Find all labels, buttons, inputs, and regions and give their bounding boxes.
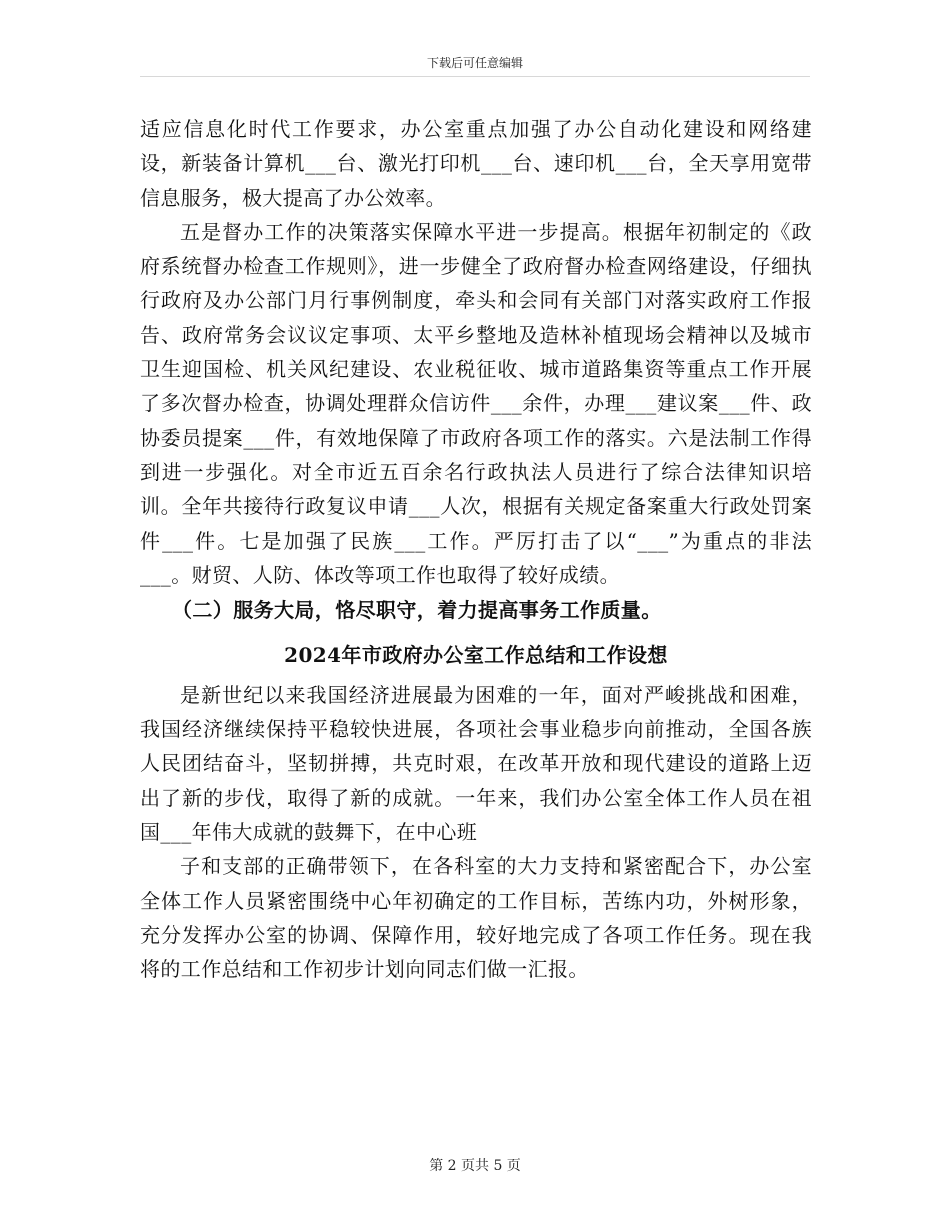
paragraph-summary: 子和支部的正确带领下，在各科室的大力支持和紧密配合下，办公室全体工作人员紧密围绕中心年初确定的工作目标，苦练内功，外树形象，充分发挥办公室的协调、保障作用，较好地完成了各项工作任务。现在我将的工作总结和工作初步计划向同志们做一汇报。: [140, 854, 812, 982]
page-number-footer: 第 2 页共 5 页: [429, 1158, 521, 1174]
paragraph-supervision: 五是督办工作的决策落实保障水平进一步提高。根据年初制定的《政府系统督办检查工作规则》，进一步健全了政府督办检查网络建设，仔细执行政府及办公部门月行事例制度，牵头和会同有关部门对落实政府工作报告、政府常务会议议定事项、太平乡整地及造林补植现场会精神以及城市卫生迎国检、机关风纪建设、农业税征收、城市道路集资等重点工作开展了多次督办检查，协调处理群众信访件___余件，办理___建议案___件、政协委员提案___件，有效地保障了市政府各项工作的落实。六是法制工作得到进一步强化。对全市近五百余名行政执法人员进行了综合法律知识培训。全年共接待行政复议申请___人次，根据有关规定备案重大行政处罚案件___件。七是加强了民族___工作。严厉打击了以“___”为重点的非法___。财贸、人防、体改等项工作也取得了较好成绩。: [140, 219, 812, 587]
section-heading: （二）服务大局，恪尽职守，着力提高事务工作质量。: [172, 598, 662, 623]
paragraph-office-automation: 适应信息化时代工作要求，办公室重点加强了办公自动化建设和网络建设，新装备计算机___台、激光打印机___台、速印机___台，全天享用宽带信息服务，极大提高了办公效率。: [140, 117, 812, 210]
document-body: [140, 112, 812, 986]
page-header: 下载后可任意编辑: [426, 56, 523, 70]
document-title: 2024年市政府办公室工作总结和工作设想: [284, 643, 668, 668]
header-divider: [140, 76, 810, 77]
paragraph-intro: 是新世纪以来我国经济进展最为困难的一年，面对严峻挑战和困难，我国经济继续保持平稳较快进展，各项社会事业稳步向前推动，全国各族人民团结奋斗，坚韧拼搏，共克时艰，在改革开放和现代建设的道路上迈出了新的步伐，取得了新的成就。一年来，我们办公室全体工作人员在祖国___年伟大成就的鼓舞下，在中心班: [140, 682, 812, 844]
